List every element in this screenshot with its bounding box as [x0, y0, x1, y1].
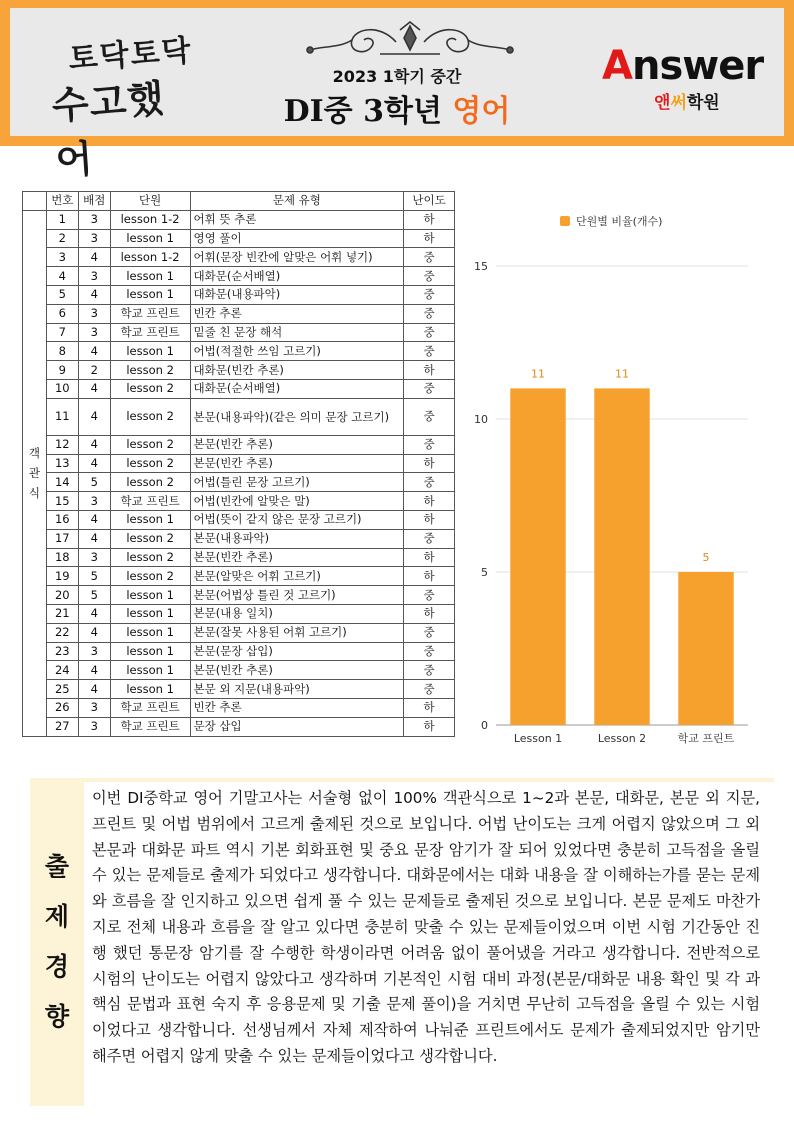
y-tick-label: 15	[474, 260, 488, 273]
score-cell: 5	[78, 586, 110, 605]
table-row	[23, 342, 455, 361]
brand-kr-2: 써	[670, 93, 687, 113]
analysis-label-char: 향	[44, 1002, 70, 1031]
table-row	[23, 567, 455, 586]
number-cell: 19	[46, 567, 78, 586]
type-cell: 본문(알맞은 어휘 고르기)	[190, 567, 404, 586]
type-cell: 본문(빈칸 추론)	[190, 454, 404, 473]
number-cell: 20	[46, 586, 78, 605]
table-row	[23, 529, 455, 548]
level-cell: 하	[404, 717, 455, 736]
unit-cell: 학교 프린트	[110, 304, 190, 323]
level-cell: 중	[404, 586, 455, 605]
score-cell: 5	[78, 567, 110, 586]
analysis-label-char: 경	[44, 952, 70, 981]
table-row	[23, 586, 455, 605]
unit-cell: lesson 2	[110, 567, 190, 586]
score-cell: 3	[78, 210, 110, 229]
table-row	[23, 285, 455, 304]
score-cell: 3	[78, 548, 110, 567]
score-cell: 4	[78, 604, 110, 623]
data-label: 11	[531, 367, 545, 381]
number-cell: 22	[46, 623, 78, 642]
legend-label: 단원별 비율(개수)	[576, 215, 663, 228]
score-cell: 4	[78, 342, 110, 361]
col-header-number: 번호	[46, 192, 78, 211]
unit-cell: lesson 2	[110, 473, 190, 492]
number-cell: 21	[46, 604, 78, 623]
type-cell: 본문 외 지문(내용파악)	[190, 680, 404, 699]
unit-cell: lesson 2	[110, 398, 190, 435]
level-cell: 중	[404, 342, 455, 361]
score-cell: 4	[78, 435, 110, 454]
table-body	[23, 210, 455, 736]
number-cell: 1	[46, 210, 78, 229]
number-cell: 7	[46, 323, 78, 342]
level-cell: 하	[404, 698, 455, 717]
unit-ratio-bar-chart	[462, 200, 782, 750]
unit-cell: 학교 프린트	[110, 698, 190, 717]
level-cell: 중	[404, 680, 455, 699]
table-row	[23, 473, 455, 492]
level-cell: 중	[404, 642, 455, 661]
number-cell: 13	[46, 454, 78, 473]
number-cell: 16	[46, 510, 78, 529]
table-row	[23, 398, 455, 435]
x-tick-label: Lesson 1	[513, 732, 563, 745]
unit-cell: lesson 2	[110, 548, 190, 567]
table-row	[23, 642, 455, 661]
level-cell: 하	[404, 361, 455, 380]
score-cell: 4	[78, 661, 110, 680]
type-cell: 대화문(순서배열)	[190, 379, 404, 398]
score-cell: 4	[78, 379, 110, 398]
brand-letter-a: A	[602, 43, 632, 89]
type-cell: 본문(어법상 틀린 것 고르기)	[190, 586, 404, 605]
level-cell: 중	[404, 661, 455, 680]
unit-cell: lesson 2	[110, 454, 190, 473]
score-cell: 3	[78, 492, 110, 511]
analysis-text: 이번 DI중학교 영어 기말고사는 서술형 없이 100% 객관식으로 1~2과 본문, 대화문, 본문 외 지문, 프린트 및 어법 범위에서 고르게 출제된 것으로 보입니다. 어법 난이도는 크게 어렵지 않았으며 그 외 본문과 대화문 파트 역시 기본 회화표현 및 중요 문장 암기가 잘 되어 있었다면 충분히 고득점을 올릴 수 있는 문제들로 출제가 되었다고 생각합니다. 대화문에서는 대화 내용을 잘 이해하는가를 묻는 문제와 흐름을 잘 인지하고 있으면 쉽게 풀 수 있는 문제들로 출제된 것으로 보입니다. 본문 문제도 마찬가지로 전체 내용과 흐름을 잘 알고 있다면 충분히 맞출 수 있는 문제들이었으며 이번 시험 기간동안 진행 했던 통문장 암기를 잘 수행한 학생이라면 어려움 없이 풀어냈을 거라고 생각합니다. 전반적으로 시험의 난이도는 어렵지 않았다고 생각하며 기본적인 시험 대비 과정(본문/대화문 내용 확인 및 각 과 핵심 문법과 표현 숙지 후 응용문제 및 기출 문제 풀이)을 거치면 무난히 고득점을 올릴 수 있는 시험이었다고 생각합니다. 선생님께서 자체 제작하여 나눠준 프린트에서도 문제가 출제되었지만 암기만 해주면 어렵지 않게 맞출 수 있는 문제들이었다고 생각합니다.	[84, 782, 774, 1106]
type-cell: 빈칸 추론	[190, 698, 404, 717]
level-cell: 중	[404, 285, 455, 304]
table-row	[23, 623, 455, 642]
score-cell: 4	[78, 398, 110, 435]
unit-cell: lesson 1	[110, 680, 190, 699]
header-banner	[0, 0, 794, 183]
unit-cell: lesson 2	[110, 435, 190, 454]
number-cell: 27	[46, 717, 78, 736]
number-cell: 10	[46, 379, 78, 398]
unit-cell: lesson 1	[110, 661, 190, 680]
unit-cell: lesson 2	[110, 529, 190, 548]
unit-cell: lesson 1	[110, 510, 190, 529]
level-cell: 중	[404, 623, 455, 642]
level-cell: 하	[404, 510, 455, 529]
number-cell: 12	[46, 435, 78, 454]
brand-kr-3: 학원	[686, 93, 720, 113]
x-tick-label: 학교 프린트	[677, 732, 735, 745]
unit-cell: lesson 1	[110, 285, 190, 304]
table-row	[23, 717, 455, 736]
table-header-row	[23, 192, 455, 211]
table-row	[23, 267, 455, 286]
score-cell: 4	[78, 454, 110, 473]
unit-cell: lesson 1	[110, 604, 190, 623]
unit-cell: lesson 1	[110, 229, 190, 248]
type-cell: 영영 풀이	[190, 229, 404, 248]
level-cell: 중	[404, 304, 455, 323]
table-row	[23, 492, 455, 511]
table-row	[23, 361, 455, 380]
analysis-label-char: 제	[44, 902, 70, 931]
col-header-unit: 단원	[110, 192, 190, 211]
number-cell: 3	[46, 248, 78, 267]
level-cell: 하	[404, 210, 455, 229]
score-cell: 5	[78, 473, 110, 492]
data-label: 11	[615, 367, 629, 381]
title-subject: 영어	[452, 94, 511, 129]
table-row	[23, 210, 455, 229]
score-cell: 3	[78, 267, 110, 286]
table-row	[23, 379, 455, 398]
type-cell: 본문(빈칸 추론)	[190, 435, 404, 454]
level-cell: 중	[404, 529, 455, 548]
col-header-category	[23, 192, 47, 211]
score-cell: 4	[78, 529, 110, 548]
number-cell: 8	[46, 342, 78, 361]
unit-cell: 학교 프린트	[110, 323, 190, 342]
number-cell: 23	[46, 642, 78, 661]
type-cell: 대화문(내용파악)	[190, 285, 404, 304]
unit-cell: 학교 프린트	[110, 492, 190, 511]
y-tick-label: 10	[474, 413, 488, 426]
brand-name: nswer	[631, 43, 764, 89]
unit-cell: lesson 2	[110, 379, 190, 398]
brand-kr-1: 앤	[654, 93, 671, 113]
level-cell: 중	[404, 398, 455, 435]
ornament-icon	[300, 20, 520, 64]
type-cell: 본문(잘못 사용된 어휘 고르기)	[190, 623, 404, 642]
category-cell	[23, 210, 47, 736]
bar	[678, 572, 733, 725]
type-cell: 어법(적절한 쓰임 고르기)	[190, 342, 404, 361]
score-cell: 3	[78, 229, 110, 248]
number-cell: 24	[46, 661, 78, 680]
category-label: 객관식	[28, 446, 40, 501]
table-row	[23, 454, 455, 473]
number-cell: 2	[46, 229, 78, 248]
score-cell: 3	[78, 642, 110, 661]
unit-cell: lesson 1	[110, 267, 190, 286]
number-cell: 14	[46, 473, 78, 492]
y-tick-label: 0	[481, 719, 488, 732]
table-row	[23, 661, 455, 680]
table-row	[23, 510, 455, 529]
score-cell: 4	[78, 623, 110, 642]
score-cell: 4	[78, 285, 110, 304]
table-row	[23, 548, 455, 567]
score-cell: 3	[78, 304, 110, 323]
table-row	[23, 323, 455, 342]
col-header-score: 배점	[78, 192, 110, 211]
number-cell: 9	[46, 361, 78, 380]
number-cell: 6	[46, 304, 78, 323]
question-table	[22, 191, 455, 737]
level-cell: 중	[404, 379, 455, 398]
type-cell: 어휘 뜻 추론	[190, 210, 404, 229]
score-cell: 3	[78, 323, 110, 342]
type-cell: 본문(문장 삽입)	[190, 642, 404, 661]
score-cell: 3	[78, 698, 110, 717]
type-cell: 어휘(문장 빈칸에 알맞은 어휘 넣기)	[190, 248, 404, 267]
level-cell: 중	[404, 248, 455, 267]
unit-cell: lesson 1-2	[110, 210, 190, 229]
number-cell: 25	[46, 680, 78, 699]
number-cell: 26	[46, 698, 78, 717]
type-cell: 본문(내용파악)	[190, 529, 404, 548]
slogan-line-1: 토닥토닥	[67, 33, 194, 77]
analysis-box	[30, 778, 774, 1106]
level-cell: 하	[404, 229, 455, 248]
level-cell: 하	[404, 548, 455, 567]
page-title	[0, 86, 794, 130]
unit-cell: lesson 1	[110, 342, 190, 361]
unit-cell: lesson 1	[110, 623, 190, 642]
bar	[594, 388, 649, 725]
data-label: 5	[702, 551, 710, 564]
type-cell: 본문(빈칸 추론)	[190, 548, 404, 567]
slogan-line-2: 수고했어	[50, 75, 167, 183]
x-tick-label: Lesson 2	[597, 732, 647, 745]
type-cell: 밑줄 친 문장 해석	[190, 323, 404, 342]
type-cell: 어법(뜻이 같지 않은 문장 고르기)	[190, 510, 404, 529]
score-cell: 4	[78, 680, 110, 699]
table-row	[23, 604, 455, 623]
level-cell: 하	[404, 454, 455, 473]
type-cell: 빈칸 추론	[190, 304, 404, 323]
unit-cell: lesson 2	[110, 361, 190, 380]
table-row	[23, 248, 455, 267]
score-cell: 4	[78, 248, 110, 267]
type-cell: 본문(빈칸 추론)	[190, 661, 404, 680]
type-cell: 어법(빈칸에 알맞은 말)	[190, 492, 404, 511]
legend-swatch	[560, 216, 570, 226]
table-row	[23, 304, 455, 323]
level-cell: 하	[404, 604, 455, 623]
exam-subtitle: 2023 1학기 중간	[332, 67, 462, 86]
table-row	[23, 435, 455, 454]
table-row	[23, 698, 455, 717]
number-cell: 15	[46, 492, 78, 511]
title-grade: DI중 3학년	[283, 94, 442, 129]
type-cell: 어법(틀린 문장 고르기)	[190, 473, 404, 492]
number-cell: 18	[46, 548, 78, 567]
number-cell: 4	[46, 267, 78, 286]
bar	[510, 388, 565, 725]
analysis-label-char: 출	[44, 852, 70, 881]
level-cell: 하	[404, 492, 455, 511]
col-header-type: 문제 유형	[190, 192, 404, 211]
col-header-level: 난이도	[404, 192, 455, 211]
unit-cell: 학교 프린트	[110, 717, 190, 736]
number-cell: 17	[46, 529, 78, 548]
score-cell: 4	[78, 510, 110, 529]
type-cell: 대화문(순서배열)	[190, 267, 404, 286]
type-cell: 본문(내용 일치)	[190, 604, 404, 623]
level-cell: 중	[404, 267, 455, 286]
score-cell: 2	[78, 361, 110, 380]
y-tick-label: 5	[481, 566, 488, 579]
type-cell: 문장 삽입	[190, 717, 404, 736]
number-cell: 5	[46, 285, 78, 304]
type-cell: 대화문(빈칸 추론)	[190, 361, 404, 380]
type-cell: 본문(내용파악)(같은 의미 문장 고르기)	[190, 398, 404, 435]
score-cell: 3	[78, 717, 110, 736]
level-cell: 중	[404, 323, 455, 342]
unit-cell: lesson 1	[110, 586, 190, 605]
unit-cell: lesson 1	[110, 642, 190, 661]
number-cell: 11	[46, 398, 78, 435]
table-row	[23, 680, 455, 699]
analysis-label	[30, 778, 84, 1106]
level-cell: 중	[404, 435, 455, 454]
level-cell: 중	[404, 473, 455, 492]
table-row	[23, 229, 455, 248]
unit-cell: lesson 1-2	[110, 248, 190, 267]
level-cell: 하	[404, 567, 455, 586]
